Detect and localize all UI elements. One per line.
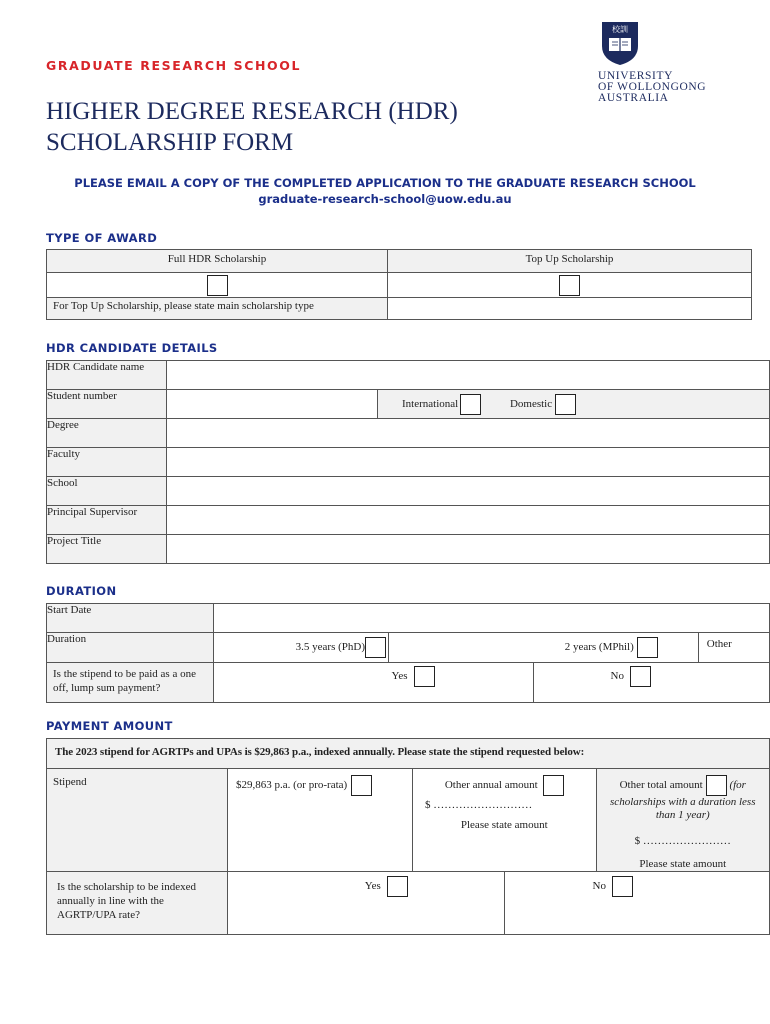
title-line-1: HIGHER DEGREE RESEARCH (HDR) xyxy=(46,98,458,125)
indexed-label xyxy=(47,872,228,935)
supervisor-field[interactable] xyxy=(167,506,770,535)
faculty-label: Faculty xyxy=(47,448,167,477)
candidate-name-field[interactable] xyxy=(167,361,770,390)
logo-line-1: UNIVERSITY xyxy=(598,70,673,82)
phd-label: 3.5 years (PhD) xyxy=(295,641,365,654)
lump-sum-label xyxy=(47,663,214,703)
faculty-field[interactable] xyxy=(167,448,770,477)
logo-line-2: OF WOLLONGONG xyxy=(598,81,707,93)
domestic-checkbox[interactable] xyxy=(555,394,576,415)
domestic-label: Domestic xyxy=(509,397,553,410)
duration-table xyxy=(46,603,770,703)
payment-table xyxy=(46,738,770,935)
other-annual-amount[interactable]: $ ……………………… xyxy=(425,799,533,811)
indexed-no-checkbox[interactable] xyxy=(612,876,633,897)
student-number-field[interactable] xyxy=(167,390,378,419)
indexed-no-label: No xyxy=(592,880,606,893)
email-notice xyxy=(20,175,750,207)
lump-sum-line-1: Is the stipend to be paid as a one xyxy=(53,668,196,680)
mphil-label: 2 years (MPhil) xyxy=(564,641,634,654)
school-label: School xyxy=(47,477,167,506)
section-payment: PAYMENT AMOUNT xyxy=(46,719,173,733)
other-total-for: (for xyxy=(729,779,746,792)
degree-label: Degree xyxy=(47,419,167,448)
section-duration: DURATION xyxy=(46,584,117,598)
international-checkbox[interactable] xyxy=(460,394,481,415)
other-total-note-1: scholarships with a duration less xyxy=(610,796,756,808)
indexed-yes-label: Yes xyxy=(364,880,381,893)
notice-email[interactable]: graduate-research-school@uow.edu.au xyxy=(258,192,512,206)
award-table xyxy=(46,249,752,320)
topup-state-label: For Top Up Scholarship, please state main scholarship type xyxy=(47,298,388,320)
other-annual-label: Other annual amount xyxy=(444,779,538,792)
full-hdr-checkbox[interactable] xyxy=(207,275,228,296)
other-total-label: Other total amount xyxy=(619,779,703,792)
lump-sum-yes-label: Yes xyxy=(391,670,408,683)
title-line-2: SCHOLARSHIP FORM xyxy=(46,129,294,156)
school-kicker: GRADUATE RESEARCH SCHOOL xyxy=(46,58,302,73)
stipend-banner: The 2023 stipend for AGRTPs and UPAs is $29,863 p.a., indexed annually. Please state the stipend requested below: xyxy=(47,739,770,769)
start-date-label: Start Date xyxy=(47,604,214,633)
start-date-field[interactable] xyxy=(214,604,770,633)
other-total-please-state: Please state amount xyxy=(639,858,727,870)
duration-label: Duration xyxy=(47,633,214,663)
project-title-field[interactable] xyxy=(167,535,770,564)
candidate-name-label: HDR Candidate name xyxy=(47,361,167,390)
section-type-of-award: TYPE OF AWARD xyxy=(46,231,158,245)
notice-text: PLEASE EMAIL A COPY OF THE COMPLETED APPLICATION TO THE GRADUATE RESEARCH SCHOOL xyxy=(74,176,696,190)
other-total-checkbox[interactable] xyxy=(706,775,727,796)
other-annual-please-state: Please state amount xyxy=(460,819,548,831)
degree-field[interactable] xyxy=(167,419,770,448)
section-candidate: HDR CANDIDATE DETAILS xyxy=(46,341,218,355)
crest-text: 校訓 xyxy=(612,25,628,34)
phd-checkbox[interactable] xyxy=(365,637,386,658)
crest-icon xyxy=(600,20,640,66)
university-logo xyxy=(598,20,706,104)
prorata-checkbox[interactable] xyxy=(351,775,372,796)
student-number-label: Student number xyxy=(47,390,167,419)
other-total-amount[interactable]: $ …………………… xyxy=(634,835,731,847)
indexed-line-1: Is the scholarship to be indexed xyxy=(57,881,196,893)
lump-sum-line-2: off, lump sum payment? xyxy=(53,682,161,694)
indexed-line-3: AGRTP/UPA rate? xyxy=(57,909,140,921)
other-duration-label: Other xyxy=(698,633,769,663)
page-title xyxy=(46,96,458,158)
supervisor-label: Principal Supervisor xyxy=(47,506,167,535)
lump-sum-no-checkbox[interactable] xyxy=(630,666,651,687)
topup-label: Top Up Scholarship xyxy=(388,250,752,273)
full-hdr-label: Full HDR Scholarship xyxy=(47,250,388,273)
candidate-table xyxy=(46,360,770,564)
project-title-label: Project Title xyxy=(47,535,167,564)
international-label: International xyxy=(402,397,459,410)
prorata-label: $29,863 p.a. (or pro-rata) xyxy=(236,779,348,792)
mphil-checkbox[interactable] xyxy=(637,637,658,658)
other-annual-checkbox[interactable] xyxy=(543,775,564,796)
logo-line-3: AUSTRALIA xyxy=(598,92,669,104)
other-total-note-2: than 1 year) xyxy=(655,809,710,821)
indexed-line-2: annually in line with the xyxy=(57,895,164,907)
indexed-yes-checkbox[interactable] xyxy=(387,876,408,897)
topup-state-field[interactable] xyxy=(388,298,752,320)
lump-sum-no-label: No xyxy=(610,670,624,683)
topup-checkbox[interactable] xyxy=(559,275,580,296)
school-field[interactable] xyxy=(167,477,770,506)
lump-sum-yes-checkbox[interactable] xyxy=(414,666,435,687)
stipend-label: Stipend xyxy=(47,769,228,872)
